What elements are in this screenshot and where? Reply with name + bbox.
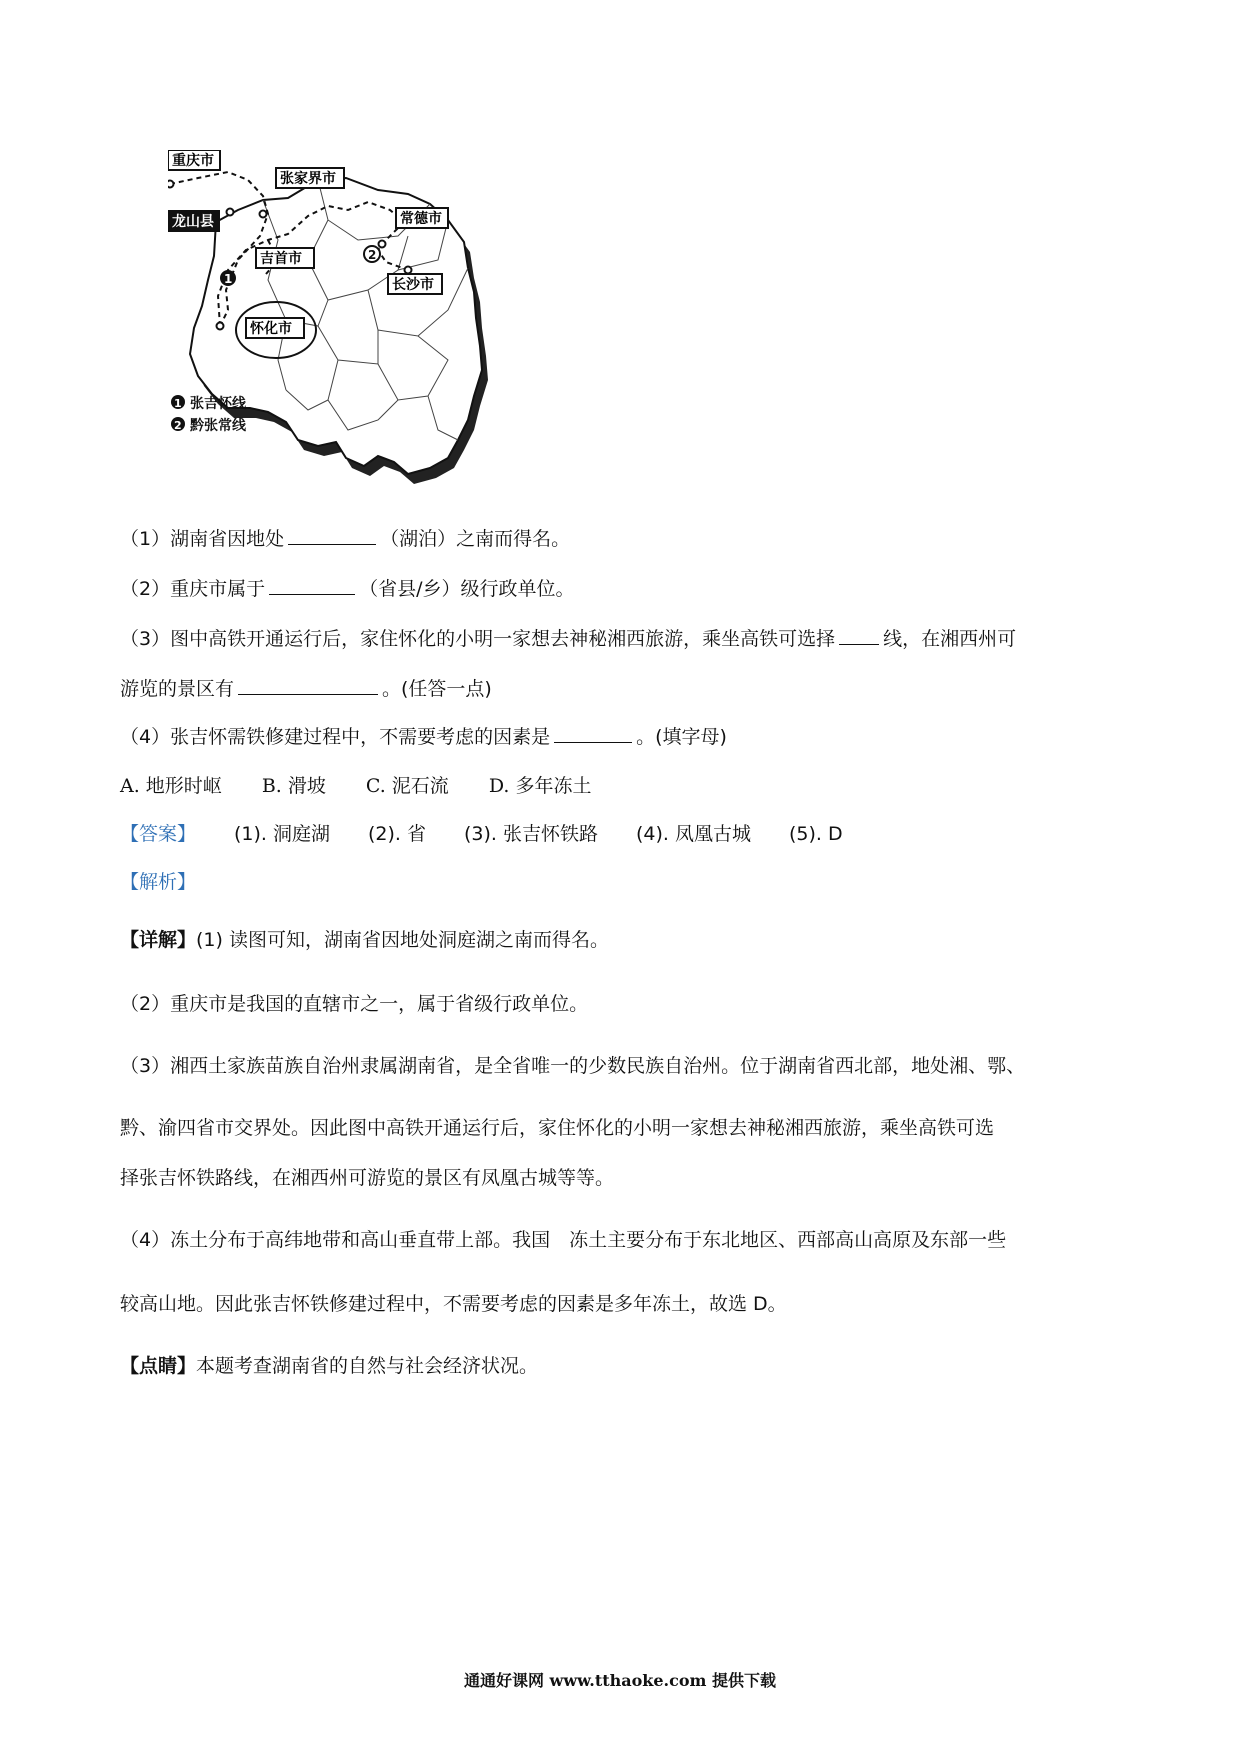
answer-item-2: (2). 省 bbox=[368, 823, 427, 845]
analysis-paragraph-3-line-2 bbox=[120, 1114, 994, 1142]
question-4-text-b: 。(填字母) bbox=[636, 726, 727, 748]
hunan-map-figure bbox=[168, 150, 538, 510]
hunan-map bbox=[168, 150, 538, 510]
legend-label-1: 张吉怀线 bbox=[190, 396, 246, 412]
analysis-paragraph-3-line-1 bbox=[120, 1052, 1025, 1080]
route-marker-1: 1 bbox=[224, 272, 233, 286]
question-2 bbox=[120, 574, 575, 603]
analysis-paragraph-4-line-2 bbox=[120, 1290, 787, 1318]
city-label-jishou: 吉首市 bbox=[260, 251, 302, 267]
analysis-paragraph-4-line-1 bbox=[120, 1226, 1006, 1254]
question-3-text-b: 线，在湘西州可 bbox=[883, 628, 1017, 650]
city-label-huaihua: 怀化市 bbox=[250, 321, 292, 337]
question-2-text-a: （2）重庆市属于 bbox=[120, 578, 266, 600]
city-label-changsha: 长沙市 bbox=[392, 277, 434, 293]
question-1-text-b: （湖泊）之南而得名。 bbox=[380, 528, 571, 550]
key-point bbox=[120, 1352, 538, 1380]
question-3-text-d: 。(任答一点) bbox=[382, 678, 492, 700]
option-b: B. 滑坡 bbox=[261, 775, 326, 797]
question-2-blank[interactable] bbox=[269, 574, 355, 595]
question-4-text-a: （4）张吉怀需铁修建过程中，不需要考虑的因素是 bbox=[120, 726, 551, 748]
option-c: C. 泥石流 bbox=[365, 775, 449, 797]
route-marker-2: 2 bbox=[368, 248, 377, 262]
city-label-zhangjiajie: 张家界市 bbox=[280, 171, 336, 187]
legend-marker-1: 1 bbox=[174, 397, 182, 410]
city-label-longshan: 龙山县 bbox=[172, 214, 214, 230]
answer-item-1: (1). 洞庭湖 bbox=[234, 823, 331, 845]
answer-item-5: (5). D bbox=[789, 823, 843, 845]
question-4-blank[interactable] bbox=[554, 722, 632, 743]
analysis-tag: 【解析】 bbox=[120, 871, 197, 893]
answer-item-3: (3). 张吉怀铁路 bbox=[464, 823, 599, 845]
question-3-text-a: （3）图中高铁开通运行后，家住怀化的小明一家想去神秘湘西旅游，乘坐高铁可选择 bbox=[120, 628, 836, 650]
analysis-p2-text: （2）重庆市是我国的直辖市之一，属于省级行政单位。 bbox=[120, 993, 589, 1015]
question-3-blank-route[interactable] bbox=[839, 624, 879, 645]
option-a: A. 地形时岖 bbox=[120, 775, 222, 797]
analysis-p3-line-1: （3）湘西土家族苗族自治州隶属湖南省，是全省唯一的少数民族自治州。位于湖南省西北部，地处湘、鄂、 bbox=[120, 1055, 1026, 1077]
analysis-p3-line-2: 黔、渝四省市交界处。因此图中高铁开通运行后，家住怀化的小明一家想去神秘湘西旅游，乘坐高铁可选 bbox=[120, 1117, 995, 1139]
question-3-text-c: 游览的景区有 bbox=[120, 678, 235, 700]
key-point-text: 本题考查湖南省的自然与社会经济状况。 bbox=[196, 1355, 539, 1377]
question-4-options bbox=[120, 772, 591, 800]
city-label-changde: 常德市 bbox=[400, 211, 442, 227]
city-label-chongqing: 重庆市 bbox=[172, 153, 214, 169]
detail-tag: 【详解】 bbox=[120, 929, 197, 951]
analysis-p4-line-1: （4）冻土分布于高纬地带和高山垂直带上部。我国 冻土主要分布于东北地区、西部高山高原及东部一些 bbox=[120, 1229, 1007, 1251]
analysis-heading bbox=[120, 868, 196, 896]
key-point-tag: 【点睛】 bbox=[120, 1355, 197, 1377]
legend-label-2: 黔张常线 bbox=[190, 418, 246, 434]
analysis-paragraph-1 bbox=[120, 926, 609, 954]
question-3-line-2 bbox=[120, 674, 492, 703]
question-3-blank-scenic[interactable] bbox=[238, 674, 378, 695]
question-1-text-a: （1）湖南省因地处 bbox=[120, 528, 285, 550]
analysis-p1-text: (1) 读图可知，湖南省因地处洞庭湖之南而得名。 bbox=[196, 929, 609, 951]
answer-item-4: (4). 凤凰古城 bbox=[636, 823, 752, 845]
analysis-paragraph-2 bbox=[120, 990, 588, 1018]
question-1-blank[interactable] bbox=[288, 524, 376, 545]
answer-tag: 【答案】 bbox=[120, 823, 197, 845]
page-footer: 通通好课网 www.tthaoke.com 提供下载 bbox=[463, 1671, 777, 1690]
question-4 bbox=[120, 722, 727, 751]
legend-marker-2: 2 bbox=[174, 419, 182, 432]
answer-line bbox=[120, 820, 881, 848]
question-3-line-1 bbox=[120, 624, 1016, 653]
analysis-p3-line-3: 择张吉怀铁路线，在湘西州可游览的景区有凤凰古城等等。 bbox=[120, 1167, 615, 1189]
question-1 bbox=[120, 524, 570, 553]
question-2-text-b: （省县/乡）级行政单位。 bbox=[359, 578, 575, 600]
analysis-p4-line-2: 较高山地。因此张吉怀铁修建过程中，不需要考虑的因素是多年冻土，故选 D。 bbox=[120, 1293, 787, 1315]
analysis-paragraph-3-line-3 bbox=[120, 1164, 614, 1192]
option-d: D. 多年冻土 bbox=[488, 775, 592, 797]
